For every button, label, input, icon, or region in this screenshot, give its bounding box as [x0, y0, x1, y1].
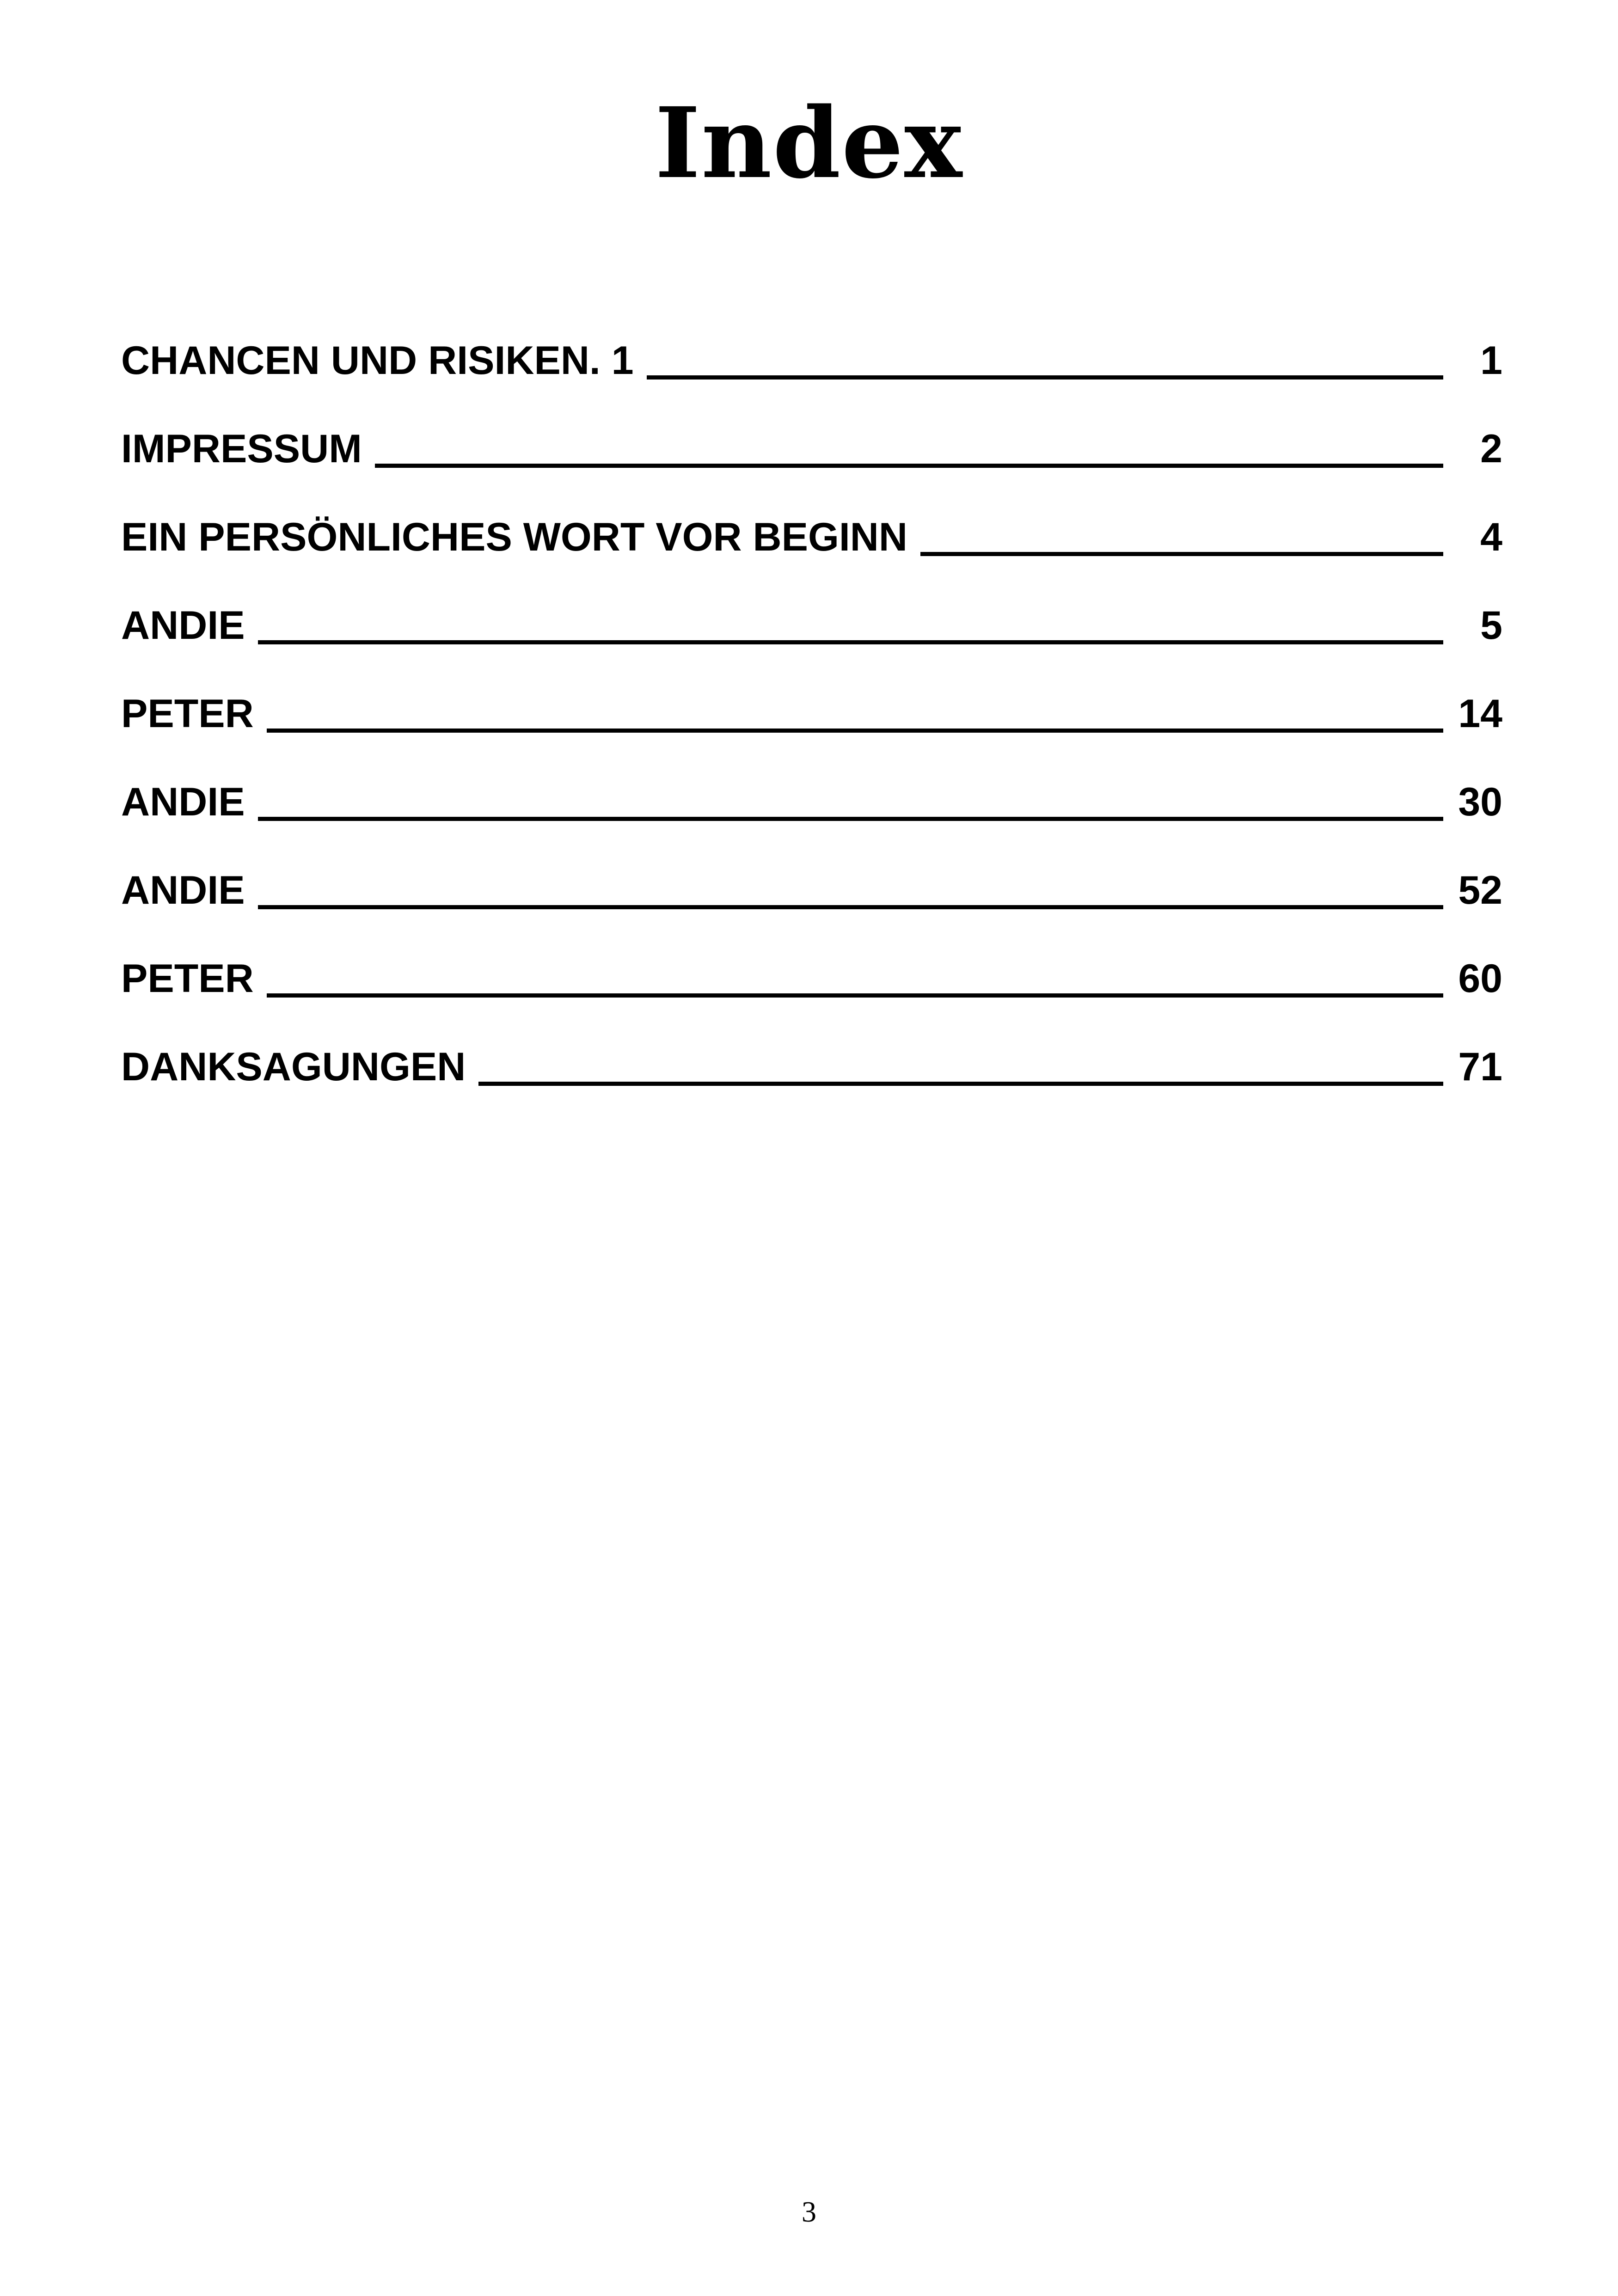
toc-entry [121, 686, 1502, 774]
toc-entry-page: 14 [1458, 692, 1502, 736]
toc-entry-title: DANKSAGUNGEN [121, 1045, 466, 1089]
toc-entry-page: 5 [1480, 603, 1502, 648]
toc-entry-title: PETER [121, 956, 254, 1001]
toc-entry [121, 598, 1502, 686]
toc-entry-page: 30 [1458, 780, 1502, 824]
toc-leader-line [267, 729, 1443, 733]
toc-entry-title: ANDIE [121, 603, 245, 648]
toc-entry [121, 774, 1502, 863]
toc-entry-page: 2 [1480, 427, 1502, 471]
toc-leader-line [920, 552, 1443, 556]
toc-entry [121, 1039, 1502, 1127]
toc-leader-line [258, 905, 1443, 909]
toc-entry-page: 71 [1458, 1045, 1502, 1089]
table-of-contents [121, 333, 1502, 1127]
toc-leader-line [478, 1082, 1443, 1086]
toc-entry-page: 4 [1480, 515, 1502, 559]
toc-leader-line [258, 640, 1443, 644]
toc-leader-line [375, 464, 1443, 468]
toc-leader-line [267, 993, 1443, 998]
toc-entry-page: 52 [1458, 868, 1502, 912]
toc-leader-line [647, 375, 1443, 380]
toc-entry-title: PETER [121, 692, 254, 736]
toc-entry-title: CHANCEN UND RISIKEN. 1 [121, 338, 634, 383]
page-title: Index [655, 86, 963, 200]
toc-entry [121, 421, 1502, 509]
toc-entry [121, 509, 1502, 598]
toc-entry [121, 951, 1502, 1039]
page-number: 3 [802, 2195, 816, 2228]
toc-entry [121, 863, 1502, 951]
toc-entry-title: IMPRESSUM [121, 427, 362, 471]
toc-entry-title: ANDIE [121, 780, 245, 824]
toc-entry-page: 60 [1458, 956, 1502, 1001]
toc-entry-page: 1 [1480, 338, 1502, 383]
toc-entry-title: ANDIE [121, 868, 245, 912]
toc-entry [121, 333, 1502, 421]
toc-entry-title: EIN PERSÖNLICHES WORT VOR BEGINN [121, 515, 908, 559]
toc-leader-line [258, 817, 1443, 821]
